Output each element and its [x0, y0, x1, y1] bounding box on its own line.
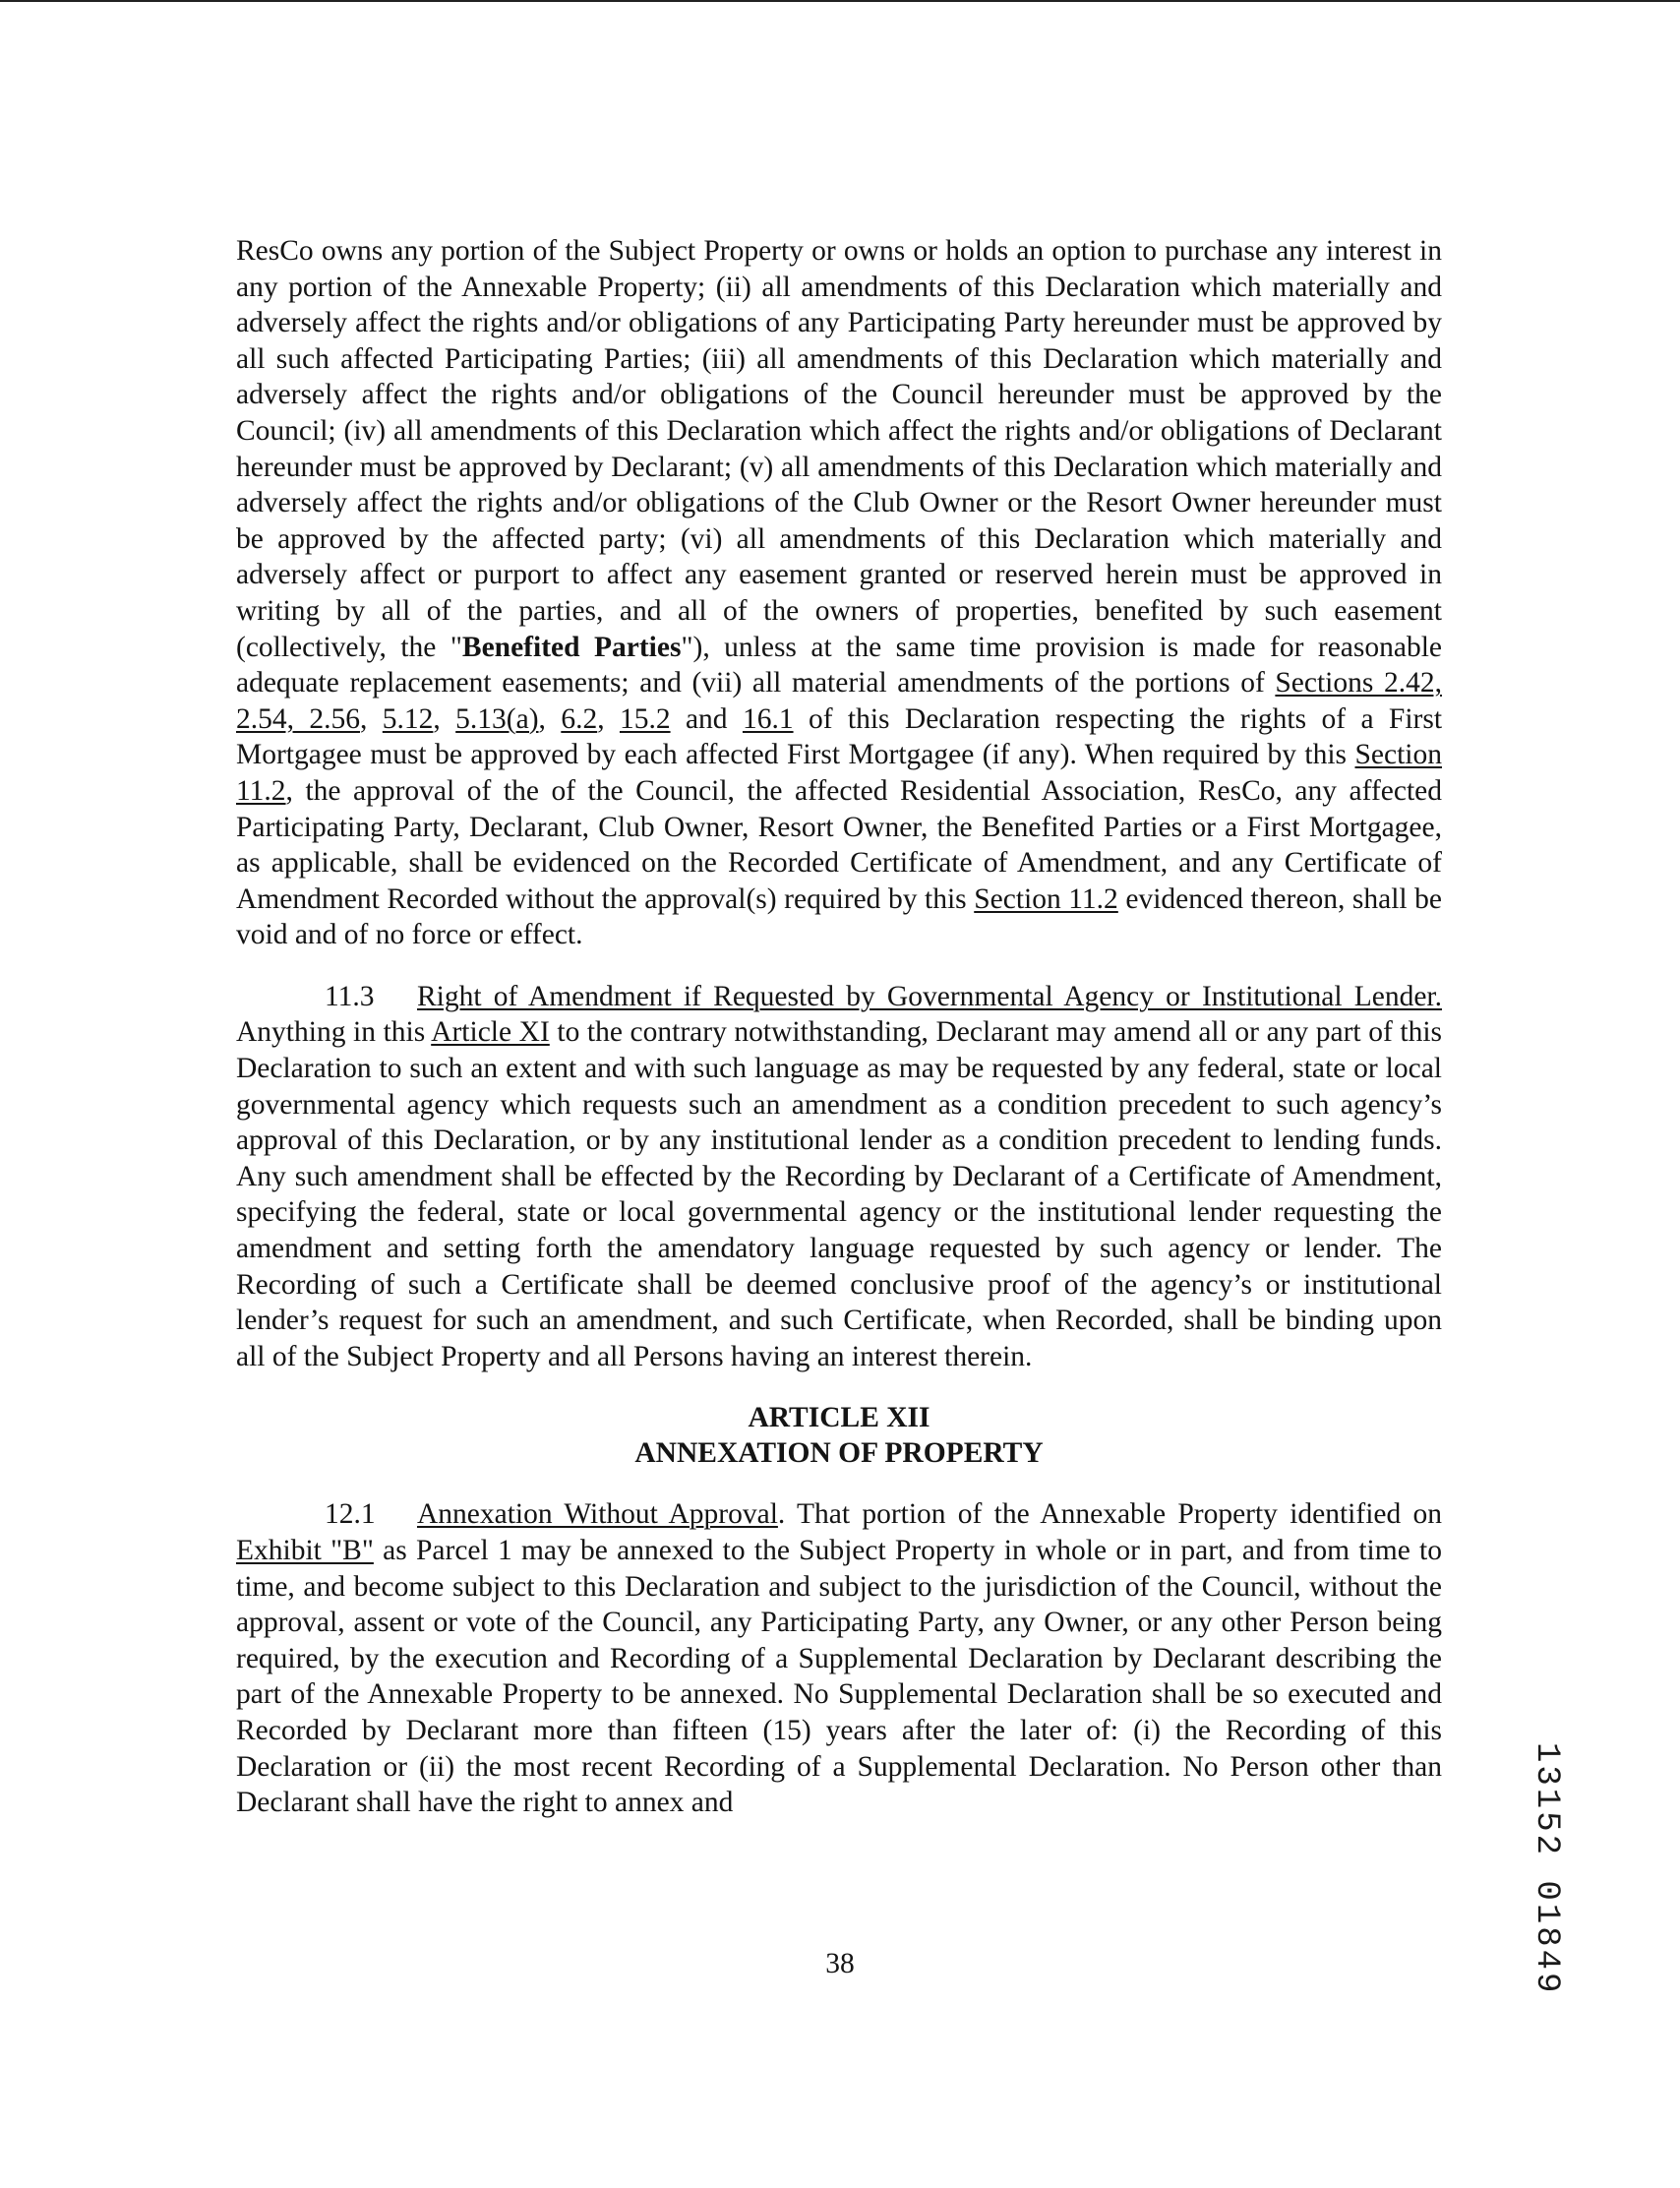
section-number: 11.3 — [325, 980, 375, 1012]
text-run: , — [538, 702, 562, 735]
section-11-3 — [236, 979, 1442, 1375]
text-run: , — [597, 702, 620, 735]
cross-reference: Sections 2.42, 2.54, 2.56 — [236, 667, 1442, 735]
text-run: as Parcel 1 may be annexed to the Subject Property in whole or in part, and from time to time, and become subject to this Declaration and subject to the jurisdiction of the Council, without the approval, assent or vote of the Council, any Participating Party, any Owner, or any other Person being required, by the execution and Recording of a Supplemental Declaration by Declarant describing the part of the Annexable Property to be annexed. No Supplemental Declaration shall be so executed and Recorded by Declarant more than fifteen (15) years after the later of: (i) the Recording of this Declaration or (ii) the most recent Recording of a Supplemental Declaration. No Person other than Declarant shall have the right to annex and — [236, 1535, 1442, 1819]
text-run: , — [360, 702, 383, 735]
page-top-edge — [0, 0, 1680, 2]
cross-reference: 16.1 — [742, 702, 794, 735]
text-run: . That portion of the Annexable Property identified on — [777, 1498, 1442, 1531]
text-run: ResCo owns any portion of the Subject Property or owns or holds an option to purchase any interest in any portion of the Annexable Property; (ii) all amendments of this Declaration which materially and adversely affect the rights and/or obligations of any Participating Party hereunder must be approved by all such affected Participating Parties; (iii) all amendments of this Declaration which materially and adversely affect the rights and/or obligations of the Council hereunder must be approved by the Council; (iv) all amendments of this Declaration which affect the rights and/or obligations of Declarant hereunder must be approved by Declarant; (v) all amendments of this Declaration which materially and adversely affect the rights and/or obligations of the Club Owner or the Resort Owner hereunder must be approved by the affected party; (vi) all amendments of this Declaration which materially and adversely affect or purport to affect any easement granted or reserved herein must be approved in writing by all of the parties, and all of the owners of properties, benefited by such easement (collectively, the " — [236, 235, 1442, 663]
section-12-1-text — [236, 1498, 1442, 1818]
cross-reference: Section 11.2 — [236, 739, 1442, 807]
cross-reference: Annexation Without Approval — [417, 1498, 778, 1531]
text-run: to the contrary notwithstanding, Declarant may amend all or any part of this Declaration to such an extent and with such language as may be requested by any federal, state or local governmental agency which requests such an amendment as a condition precedent to such agency’s approval of this Declaration, or by any institutional lender as a condition precedent to lending funds. Any such amendment shall be effected by the Recording by Declarant of a Certificate of Amendment, specifying the federal, state or local governmental agency or the institutional lender requesting the amendment and setting forth the amendatory language requested by such agency or lender. The Recording of such a Certificate shall be deemed conclusive proof of the agency’s or institutional lender’s request for such an amendment, and such Certificate, when Recorded, shall be binding upon all of the Subject Property and all Persons having an interest therein. — [236, 1016, 1443, 1372]
article-heading — [236, 1400, 1442, 1471]
defined-term: Benefited Parties — [461, 631, 682, 663]
text-run: , the approval of the of the Council, the affected Residential Association, ResCo, any affected Participating Party, Declarant, Club Owner, Resort Owner, the Benefited Parties or a First Mortgagee, as applicable, shall be evidenced on the Recorded Certificate of Amendment, and any Certificate of Amendment Recorded without the approval(s) required by this — [236, 774, 1442, 915]
margin-stamp: 13152 01849 — [1528, 1742, 1565, 1996]
paragraph-continued — [236, 233, 1442, 953]
text-run: Anything in this — [236, 1016, 432, 1049]
article-title: ARTICLE XII — [748, 1402, 930, 1434]
cross-reference: 15.2 — [619, 702, 671, 735]
article-subtitle: ANNEXATION OF PROPERTY — [634, 1437, 1044, 1470]
cross-reference: Section 11.2 — [974, 882, 1118, 915]
section-11-3-text — [236, 981, 1442, 1372]
page-number: 38 — [825, 1948, 855, 1979]
cross-reference: Right of Amendment if Requested by Governmental Agency or Institutional Lender. — [417, 980, 1442, 1012]
cross-reference: 5.13(a) — [455, 702, 539, 735]
text-run: "), unless at the same time provision is made for reasonable adequate replacement easements; and (vii) all material amendments of the portions of — [236, 631, 1442, 699]
cross-reference: Exhibit "B" — [236, 1535, 374, 1566]
cross-reference: Article XI — [431, 1016, 550, 1049]
text-run: evidenced thereon, shall be void and of no force or effect. — [236, 882, 1442, 951]
cross-reference: 6.2 — [561, 702, 598, 735]
text-run: and — [670, 702, 743, 735]
cross-reference: 5.12 — [382, 702, 434, 735]
text-run: of this Declaration respecting the rights of a First Mortgagee must be approved by each affected First Mortgagee (if any). When required by this — [236, 702, 1443, 771]
document-body — [236, 233, 1442, 1821]
section-number: 12.1 — [325, 1498, 376, 1531]
section-12-1 — [236, 1496, 1442, 1820]
text-run: , — [433, 702, 456, 735]
